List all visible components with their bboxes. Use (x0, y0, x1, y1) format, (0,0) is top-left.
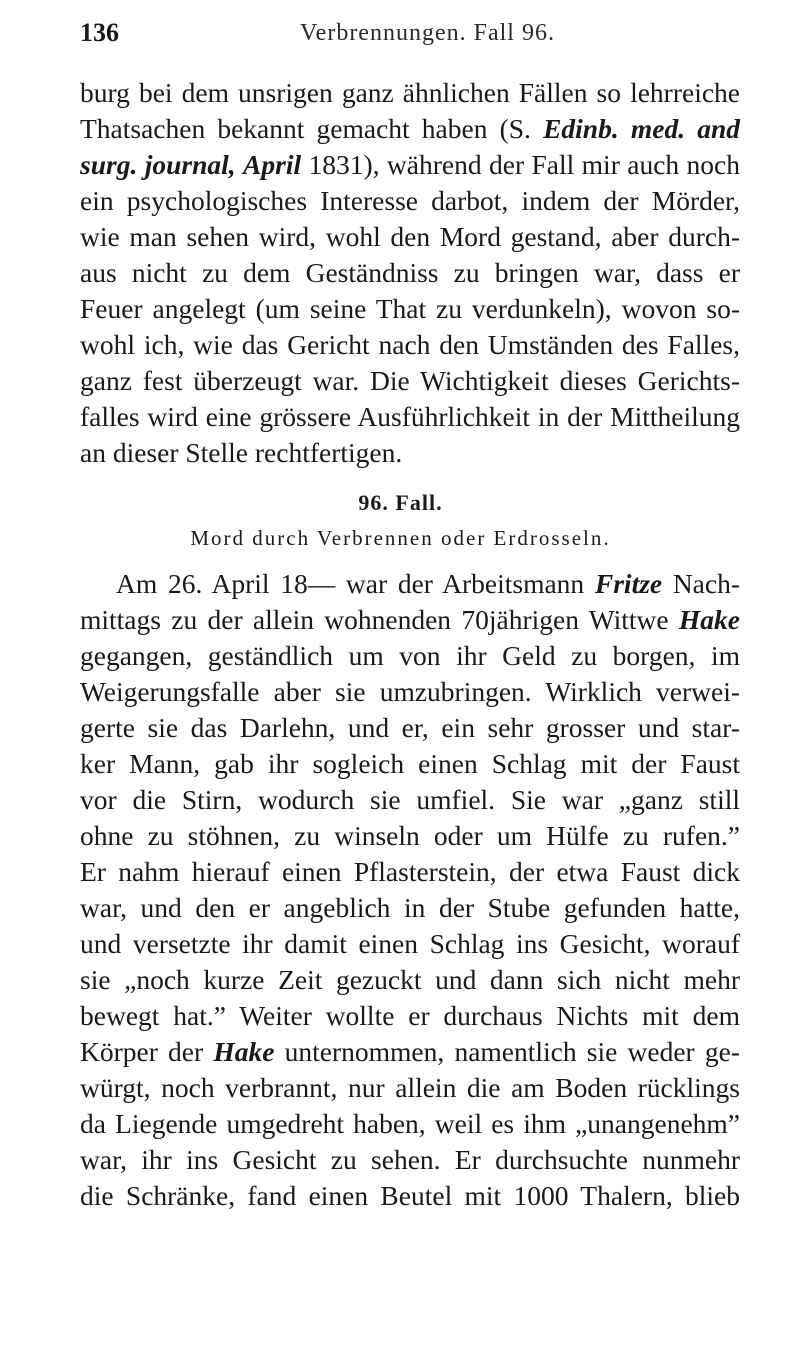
text-line: Feuer angelegt (um seine That zu verdunkeln), wovon so- (80, 293, 740, 324)
text-line: ohne zu stöhnen, zu winseln oder um Hülfe zu rufen.” (80, 820, 740, 851)
text-line: sie „noch kurze Zeit gezuckt und dann sich nicht mehr (80, 964, 740, 995)
name-italic: Hake (213, 1036, 275, 1067)
section-number: 96. Fall. (358, 490, 443, 515)
text-line: die Schränke, fand einen Beutel mit 1000 Thalern, blieb (80, 1180, 740, 1211)
text-line: und versetzte ihr damit einen Schlag ins Gesicht, worauf (80, 928, 740, 959)
text-line: war, ihr ins Gesicht zu sehen. Er durchsuchte nunmehr (80, 1144, 740, 1175)
text-line: surg. journal, April 1831), während der Fall mir auch noch (80, 149, 740, 180)
citation-italic: surg. journal, (80, 149, 236, 180)
citation-italic: April (243, 149, 302, 180)
text-line: ein psychologisches Interesse darbot, indem der Mörder, (80, 185, 740, 216)
section-title: Mord durch Verbrennen oder Erdrosseln. (190, 526, 611, 550)
text-line: Weigerungsfalle aber sie umzubringen. Wirklich verwei- (80, 676, 740, 707)
text-line: Er nahm hierauf einen Pflasterstein, der etwa Faust dick (80, 856, 740, 887)
text-line: bewegt hat.” Weiter wollte er durchaus Nichts mit dem (80, 1000, 740, 1031)
text-line: da Liegende umgedreht haben, weil es ihm „unangenehm” (80, 1108, 740, 1139)
text-line: an dieser Stelle rechtfertigen. (80, 437, 403, 468)
text-line: wie man sehen wird, wohl den Mord gestand, aber durch- (80, 221, 740, 252)
text-line: würgt, noch verbrannt, nur allein die am Boden rücklings (80, 1072, 740, 1103)
name-italic: Hake (678, 604, 740, 635)
name-italic: Fritze (594, 568, 663, 599)
text-line: Thatsachen bekannt gemacht haben (S. Edinb. med. and (80, 113, 740, 144)
text-line: Am 26. April 18— war der Arbeitsmann Fritze Nach- (116, 568, 740, 599)
text-line: mittags zu der allein wohnenden 70jährigen Wittwe Hake (80, 604, 740, 635)
text-line: burg bei dem unsrigen ganz ähnlichen Fällen so lehrreiche (80, 77, 740, 108)
text-line: ker Mann, gab ihr sogleich einen Schlag mit der Faust (80, 748, 740, 779)
text-line: ganz fest überzeugt war. Die Wichtigkeit dieses Gerichts- (80, 365, 740, 396)
page-header (80, 14, 740, 54)
text-line: Körper der Hake unternommen, namentlich sie weder ge- (80, 1036, 740, 1067)
text-line: wohl ich, wie das Gericht nach den Umständen des Falles, (80, 329, 740, 360)
text-line: aus nicht zu dem Geständniss zu bringen war, dass er (80, 257, 740, 288)
running-head: Verbrennungen. Fall 96. (300, 20, 555, 46)
page-number: 136 (80, 18, 119, 47)
citation-italic: Edinb. med. and (543, 113, 740, 144)
text-line: vor die Stirn, wodurch sie umfiel. Sie war „ganz still (80, 784, 740, 815)
text-line: gegangen, geständlich um von ihr Geld zu borgen, im (80, 640, 740, 671)
text-line: gerte sie das Darlehn, und er, ein sehr grosser und star- (80, 712, 740, 743)
text-line: war, und den er angeblich in der Stube gefunden hatte, (80, 892, 740, 923)
text-line: falles wird eine grössere Ausführlichkeit in der Mittheilung (80, 401, 740, 432)
